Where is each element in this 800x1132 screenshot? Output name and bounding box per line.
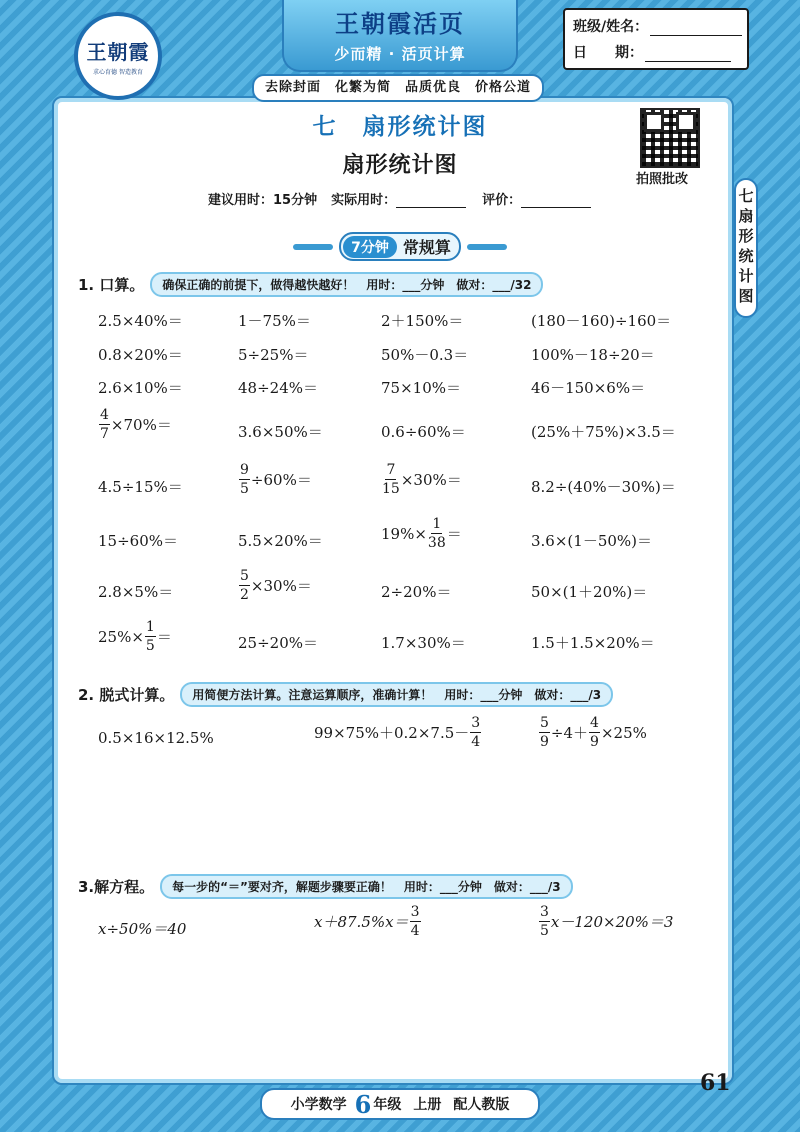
q3-equation: x÷50%＝40	[98, 920, 187, 938]
logo-subtext: 求心育德 智造教育	[93, 69, 143, 76]
q2-header	[78, 682, 613, 707]
q1-expression: 2÷20%＝	[381, 583, 452, 601]
q1-expression: 2.8×5%＝	[98, 583, 174, 601]
side-tab-char: 七	[738, 187, 754, 205]
q1-expression: 1－75%＝	[238, 312, 311, 330]
q1-expression: 5÷25%＝	[238, 346, 309, 364]
fraction: $\frac{3}{4}$	[410, 904, 420, 939]
footer-banner	[260, 1088, 540, 1120]
routine-name: 常规算	[402, 238, 451, 257]
q1-expression: 1.7×30%＝	[381, 634, 466, 652]
publisher-logo	[74, 12, 162, 100]
q1-expression: 15÷60%＝	[98, 532, 178, 550]
footer-grade-number: 6	[354, 1089, 372, 1119]
q3-equation: $\frac{3}{5}$ x－120×20%＝3	[540, 904, 674, 939]
q1-expression: 5.5×20%＝	[238, 532, 323, 550]
class-name-row	[573, 16, 742, 36]
q3-title: 3.解方程。	[78, 878, 155, 896]
fraction: $\frac{1}{5}$	[145, 619, 155, 654]
q1-expression: $\frac{7}{15}$ ×30%＝	[382, 462, 462, 497]
date-row	[573, 42, 731, 62]
fraction: $\frac{4}{9}$	[590, 715, 599, 750]
q1-expression: $\frac{4}{7}$ ×70%＝	[100, 407, 172, 442]
chapter-title: 七 扇形统计图	[312, 114, 488, 140]
side-tab-char: 统	[738, 247, 754, 265]
q1-expression: 75×10%＝	[381, 379, 461, 397]
q1-expression: 2.6×10%＝	[98, 379, 183, 397]
q1-expression: 4.5÷15%＝	[98, 478, 183, 496]
date-field[interactable]	[645, 47, 731, 62]
fraction: $\frac{1}{38}$	[427, 516, 446, 551]
brand-title: 王朝霞活页	[335, 9, 465, 38]
side-tab-char: 图	[738, 287, 754, 305]
rating-label: 评价：	[482, 193, 522, 208]
divider	[293, 244, 333, 250]
qr-code[interactable]	[640, 108, 700, 168]
q1-expression: $\frac{9}{5}$ ÷60%＝	[240, 462, 312, 497]
divider	[467, 244, 507, 250]
footer-subject: 小学数学	[290, 1097, 347, 1113]
q1-expression: 0.6÷60%＝	[381, 423, 466, 441]
q3-header	[78, 874, 573, 899]
q1-expression: 0.8×20%＝	[98, 346, 183, 364]
q2-expression: 0.5×16×12.5%	[98, 729, 214, 747]
fraction: $\frac{5}{2}$	[240, 568, 249, 603]
q1-expression: 50%－0.3＝	[381, 346, 469, 364]
q1-expression: 3.6×50%＝	[238, 423, 323, 441]
routine-pill	[339, 232, 461, 261]
actual-time-field[interactable]	[396, 195, 466, 208]
routine-section-header	[0, 232, 800, 261]
timing-row	[208, 189, 591, 208]
footer-edition: 配人教版	[453, 1097, 510, 1113]
q1-expression: 48÷24%＝	[238, 379, 318, 397]
fraction: $\frac{4}{7}$	[100, 407, 109, 442]
footer-volume: 上册	[413, 1097, 442, 1113]
side-tab-char: 扇	[738, 207, 754, 225]
slogan-banner: 去除封面 化繁为简 品质优良 价格公道	[252, 74, 544, 102]
actual-time-label: 实际用时：	[331, 193, 397, 208]
student-info-box	[563, 8, 749, 70]
brand-subtitle: 少而精 · 活页计算	[334, 45, 466, 63]
routine-time: 7分钟	[343, 236, 397, 258]
q1-expression: 19%× $\frac{1}{38}$ ＝	[381, 516, 462, 551]
q1-header	[78, 272, 543, 297]
side-tab-char: 形	[738, 227, 754, 245]
q2-hint: 用简便方法计算。注意运算顺序，准确计算！ 用时：___分钟 做对：___/3	[180, 682, 613, 707]
page-number: 61	[700, 1070, 731, 1096]
q1-expression: $\frac{5}{2}$ ×30%＝	[240, 568, 312, 603]
q3-hint: 每一步的“＝”要对齐，解题步骤要正确！ 用时：___分钟 做对：___/3	[160, 874, 573, 899]
date-label: 日 期：	[573, 45, 643, 61]
side-tab-char: 计	[738, 267, 754, 285]
q1-expression: 2＋150%＝	[381, 312, 464, 330]
q1-expression: 50×(1＋20%)＝	[531, 583, 648, 601]
fraction: $\frac{9}{5}$	[240, 462, 249, 497]
q1-expression: (180－160)÷160＝	[531, 312, 672, 330]
q1-hint: 确保正确的前提下，做得越快越好！ 用时：___分钟 做对：___/32	[150, 272, 543, 297]
brand-banner	[282, 0, 518, 72]
qr-label: 拍照批改	[636, 172, 689, 187]
footer-grade-label: 年级	[373, 1097, 402, 1113]
q1-expression: 8.2÷(40%－30%)＝	[531, 478, 676, 496]
rating-field[interactable]	[521, 195, 591, 208]
q1-expression: 46－150×6%＝	[531, 379, 646, 397]
q2-expression: $\frac{5}{9}$ ÷4＋ $\frac{4}{9}$ ×25%	[540, 715, 647, 750]
q2-title: 2. 脱式计算。	[78, 686, 175, 704]
q1-expression: (25%＋75%)×3.5＝	[531, 423, 676, 441]
q1-title: 1. 口算。	[78, 276, 145, 294]
class-name-field[interactable]	[650, 21, 742, 36]
q1-expression: 25%× $\frac{1}{5}$ ＝	[98, 619, 172, 654]
q1-expression: 2.5×40%＝	[98, 312, 183, 330]
q1-expression: 1.5＋1.5×20%＝	[531, 634, 655, 652]
fraction: $\frac{3}{5}$	[540, 904, 549, 939]
fraction: $\frac{7}{15}$	[382, 462, 400, 497]
logo-text: 王朝霞	[86, 40, 150, 64]
fraction: $\frac{3}{4}$	[471, 715, 481, 750]
q3-equation: x＋87.5%x＝ $\frac{3}{4}$	[314, 904, 420, 939]
suggested-time: 建议用时：15分钟	[208, 193, 318, 208]
class-name-label: 班级/姓名：	[573, 19, 649, 35]
q1-expression: 25÷20%＝	[238, 634, 318, 652]
section-title: 扇形统计图	[342, 153, 458, 178]
fraction: $\frac{5}{9}$	[540, 715, 549, 750]
q1-expression: 3.6×(1－50%)＝	[531, 532, 653, 550]
q2-expression: 99×75%＋0.2×7.5－ $\frac{3}{4}$	[314, 715, 481, 750]
q1-expression: 100%－18÷20＝	[531, 346, 655, 364]
